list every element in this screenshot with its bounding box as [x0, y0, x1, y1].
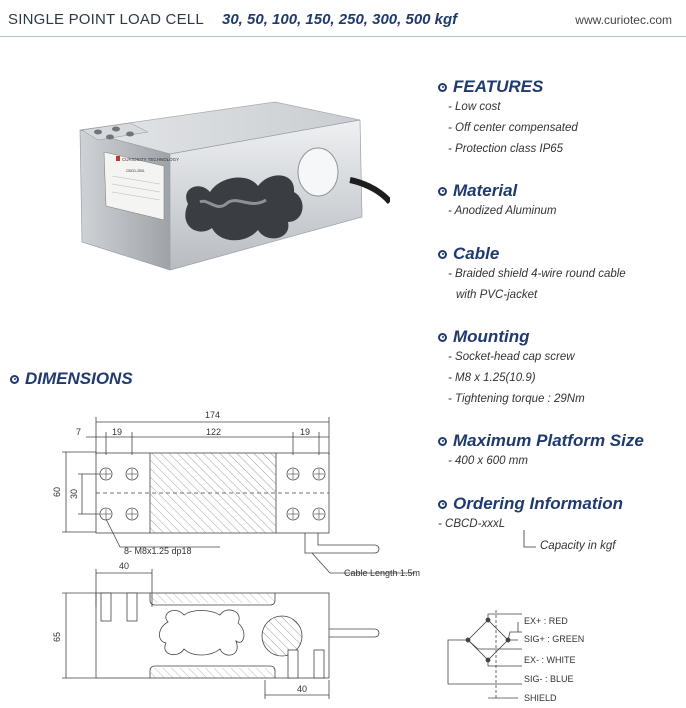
cable-item: with PVC-jacket	[456, 289, 538, 301]
ordering-code: - CBCD-xxxL	[438, 518, 506, 530]
cable-section	[438, 244, 626, 306]
material-section	[438, 181, 556, 222]
features-section	[438, 77, 578, 160]
bullet-icon	[438, 437, 447, 446]
bullet-icon	[438, 250, 447, 259]
header	[0, 0, 686, 40]
wire-ex-plus: EX+ : RED	[524, 616, 568, 626]
dimension-drawing	[0, 395, 430, 708]
side-dim-height: 65	[52, 631, 62, 642]
bullet-icon	[10, 375, 19, 384]
mounting-section	[438, 327, 585, 410]
platform-item: - 400 x 600 mm	[448, 455, 528, 467]
ordering-title: Ordering Information	[453, 494, 623, 513]
dimensions-section	[10, 369, 133, 389]
platform-title: Maximum Platform Size	[453, 431, 644, 450]
dimensions-title: DIMENSIONS	[25, 369, 133, 388]
bullet-icon	[438, 500, 447, 509]
ordering-section	[438, 494, 623, 514]
ordering-note: Capacity in kgf	[540, 540, 616, 552]
mounting-item: - Socket-head cap screw	[448, 351, 575, 363]
dim-left-hole: 19	[112, 427, 123, 437]
ordering-diagram	[436, 514, 656, 554]
website-url[interactable]: www.curiotec.com	[575, 13, 672, 27]
wire-ex-minus: EX- : WHITE	[524, 655, 576, 665]
product-brand: CURIOSITY TECHNOLOGY	[122, 157, 180, 162]
mounting-item: - Tightening torque : 29Nm	[448, 393, 585, 405]
header-divider	[0, 36, 686, 37]
dim-height: 60	[52, 486, 62, 497]
page-title: SINGLE POINT LOAD CELL	[8, 11, 204, 28]
product-image	[60, 92, 390, 272]
bullet-icon	[438, 187, 447, 196]
cable-item: - Braided shield 4-wire round cable	[448, 268, 626, 280]
dim-overall: 174	[205, 410, 221, 420]
feature-item: - Low cost	[448, 101, 501, 113]
feature-item: - Off center compensated	[448, 122, 578, 134]
features-title: FEATURES	[453, 77, 544, 96]
bullet-icon	[438, 333, 447, 342]
cable-length: Cable Length 1.5m	[344, 568, 421, 578]
capacity-range: 30, 50, 100, 150, 250, 300, 500 kgf	[222, 11, 458, 28]
mounting-item: - M8 x 1.25(10.9)	[448, 372, 536, 384]
cable-title: Cable	[453, 244, 500, 263]
mounting-title: Mounting	[453, 327, 530, 346]
bullet-icon	[438, 83, 447, 92]
side-dim-offset: 40	[119, 561, 130, 571]
wire-shield: SHIELD	[524, 693, 557, 703]
wiring-diagram	[438, 608, 638, 708]
wire-sig-plus: SIG+ : GREEN	[524, 634, 585, 644]
product-model: CBCD-250L	[126, 169, 145, 173]
dim-middle: 122	[206, 427, 222, 437]
dim-hole-spacing: 30	[69, 488, 79, 499]
material-item: - Anodized Aluminum	[448, 205, 557, 217]
material-title: Material	[453, 181, 518, 200]
screw-note: 8- M8x1.25 dp18	[124, 546, 192, 556]
feature-item: - Protection class IP65	[448, 143, 564, 155]
side-dim-bottom: 40	[297, 684, 308, 694]
dim-offset: 7	[76, 427, 82, 437]
platform-section	[438, 431, 644, 472]
wire-sig-minus: SIG- : BLUE	[524, 674, 574, 684]
dim-right-hole: 19	[300, 427, 311, 437]
